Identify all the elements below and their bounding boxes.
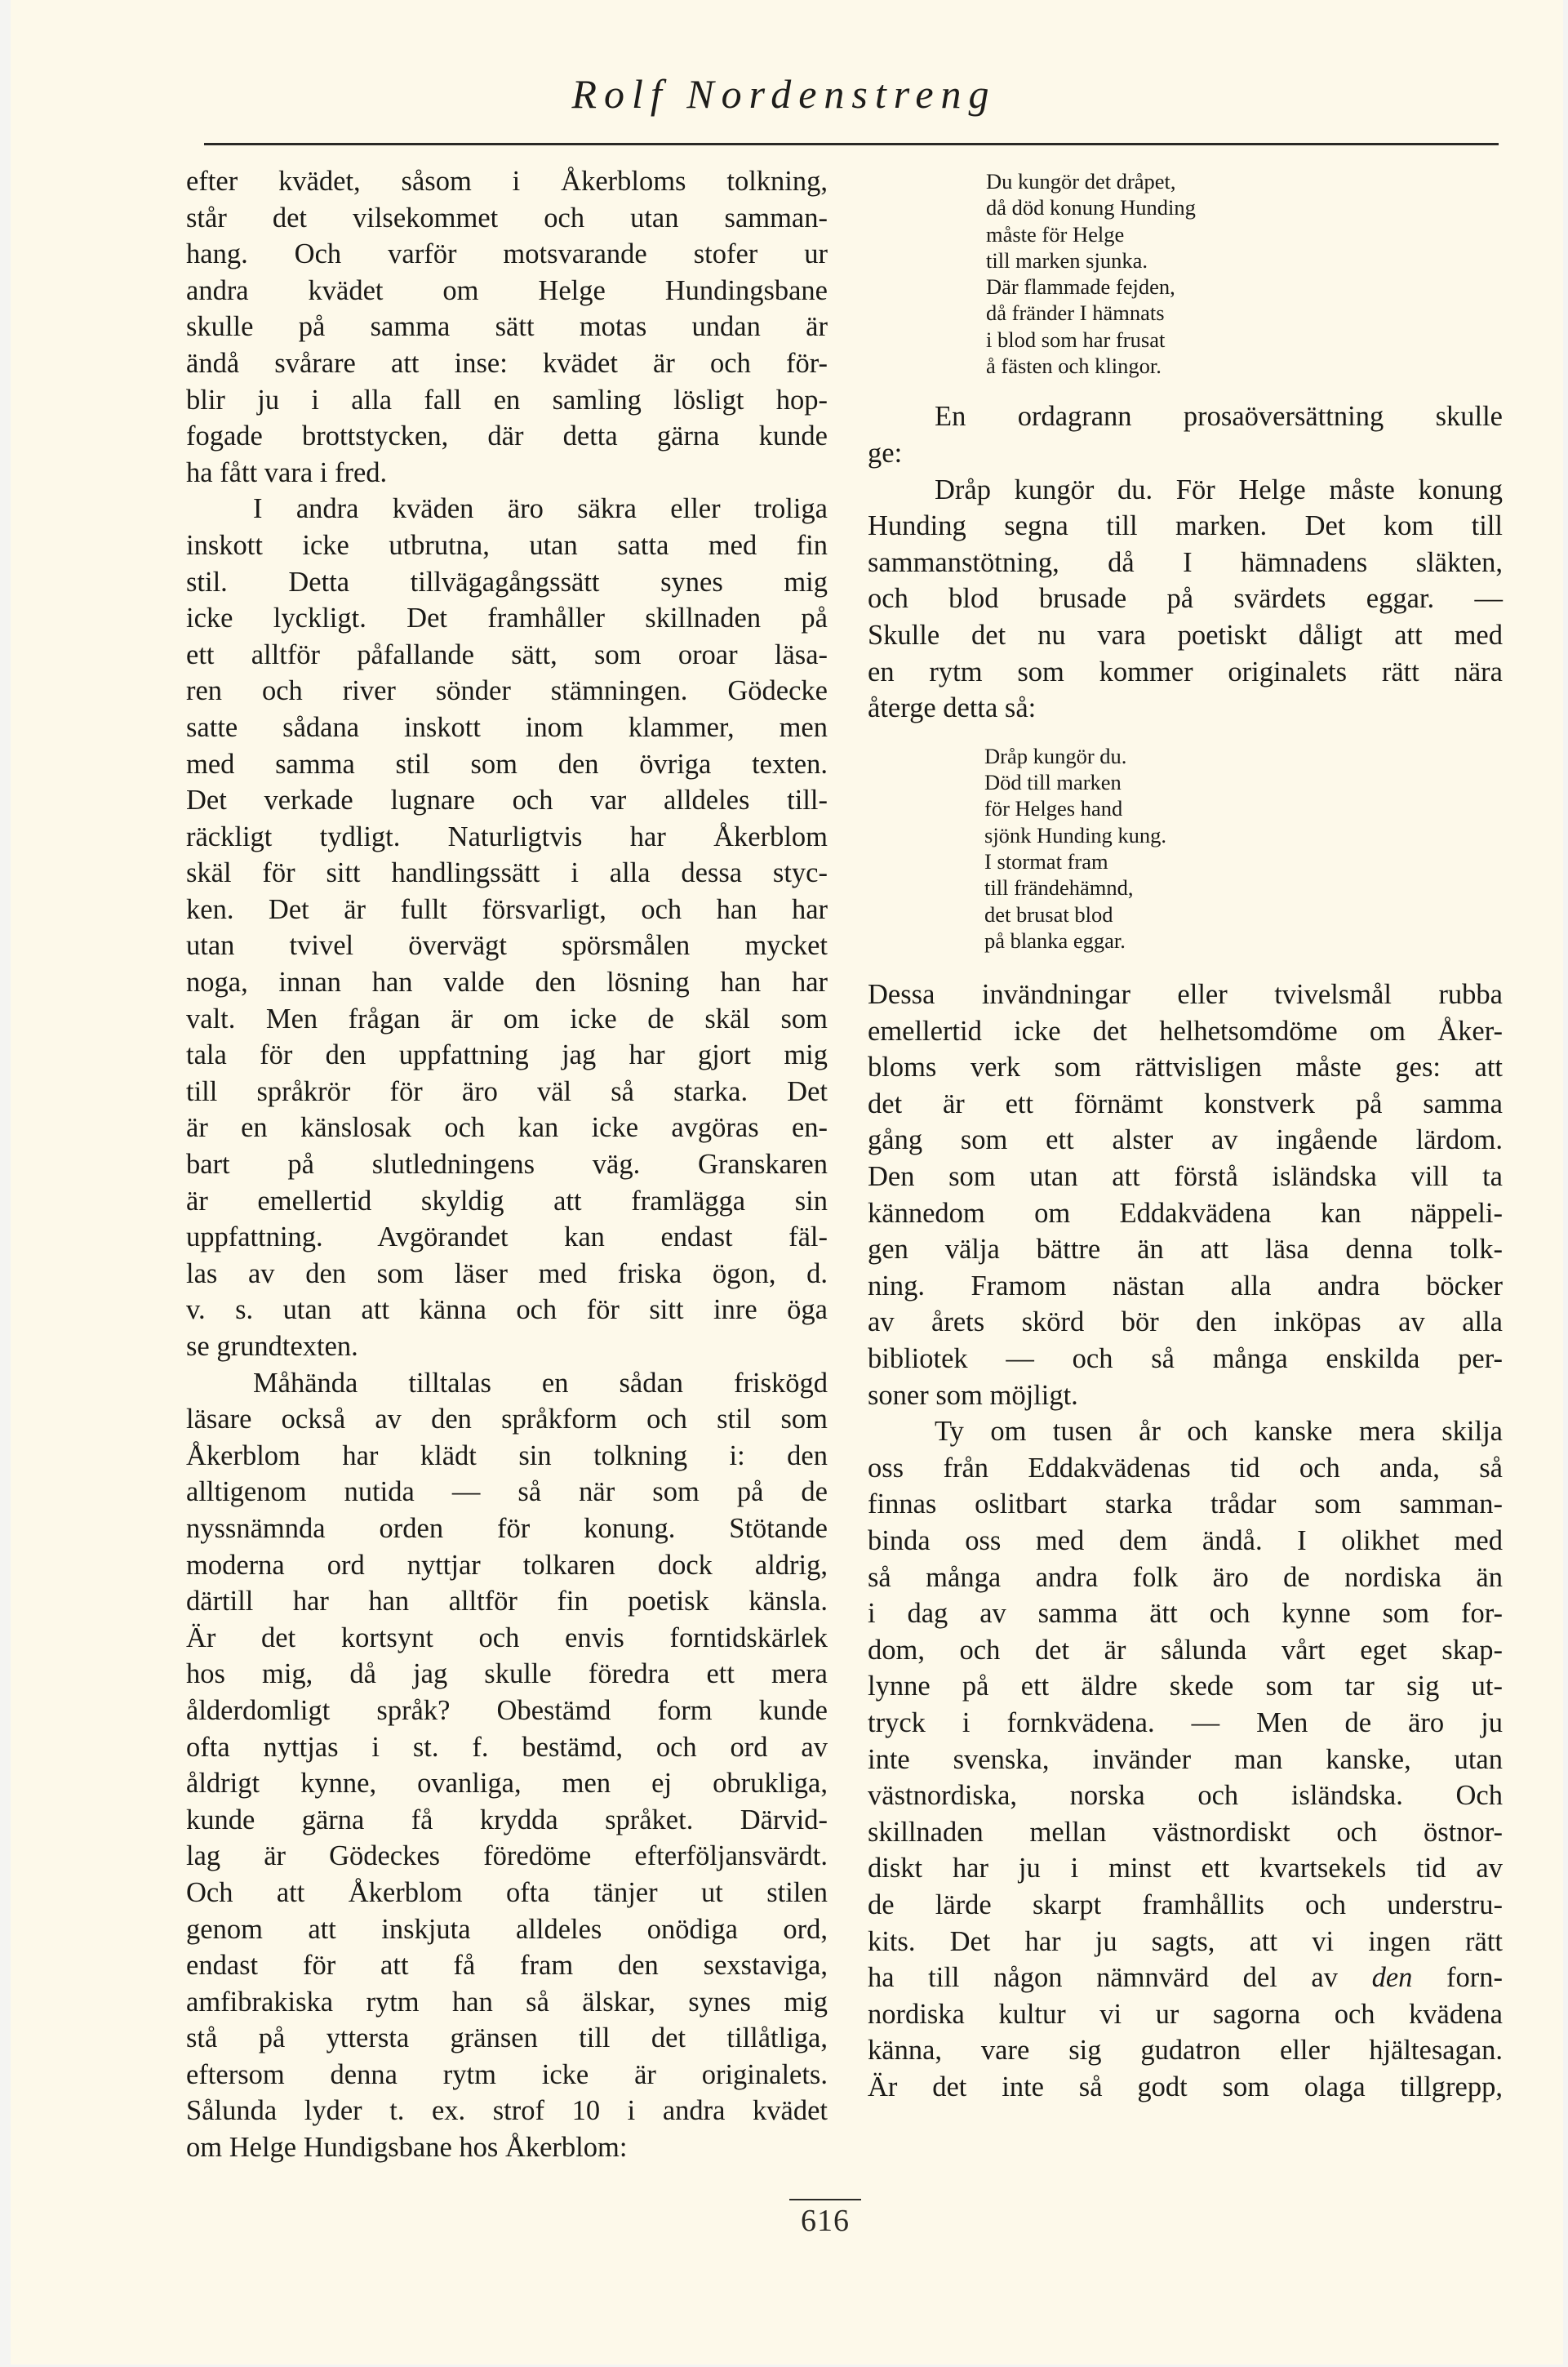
text-line: återge detta så: <box>868 692 1037 724</box>
text-line: En ordagrann prosaöversättning skulle <box>935 401 1503 433</box>
text-line: Det verkade lugnare och var alldeles till- <box>186 785 828 816</box>
verse-line: I stormat fram <box>984 848 1108 874</box>
text-line: västnordiska, norska och isländska. Och <box>868 1780 1503 1812</box>
text-line: skillnaden mellan västnordiskt och östnor- <box>868 1816 1503 1848</box>
text-line: med samma stil som den övriga texten. <box>186 748 828 780</box>
text-line: ken. Det är fullt försvarligt, och han har <box>186 893 828 925</box>
text-line: de lärde skarpt framhållits och understru- <box>868 1889 1503 1920</box>
text-line: las av den som läser med friska ögon, d. <box>186 1257 828 1289</box>
text-line: tala för den uppfattning jag har gjort mig <box>186 1039 828 1071</box>
text-line: till språkrör för äro väl så starka. Det <box>186 1075 828 1107</box>
paragraph-prose-intro <box>868 398 1503 471</box>
emphasized-word: den <box>1371 1962 1413 1994</box>
text-line: binda oss med dem ändå. I olikhet med <box>868 1525 1503 1556</box>
text-line: blir ju i alla fall en samling lösligt hop- <box>186 384 828 416</box>
text-line: räckligt tydligt. Naturligtvis har Åkerblom <box>186 821 828 852</box>
text-line: ålderdomligt språk? Obestämd form kunde <box>186 1694 828 1726</box>
text-line: Och att Åkerblom ofta tänjer ut stilen <box>186 1876 828 1908</box>
text-line: efter kvädet, såsom i Åkerbloms tolkning, <box>186 166 828 197</box>
text-line: gen välja bättre än att läsa denna tolk- <box>868 1234 1503 1266</box>
text-line: ning. Framom nästan alla andra böcker <box>868 1270 1503 1301</box>
text-line: endast för att få fram den sexstaviga, <box>186 1950 828 1982</box>
text-line: ge: <box>868 437 903 469</box>
verse-line: Där flammade fejden, <box>986 274 1175 300</box>
text-line: uppfattning. Avgörandet kan endast fäl- <box>186 1221 828 1253</box>
text-line: Är det kortsynt och envis forntidskärlek <box>186 1622 828 1653</box>
text-line: därtill har han alltför fin poetisk känsla. <box>186 1586 828 1617</box>
text-line: inte svenska, invänder man kanske, utan <box>868 1743 1503 1775</box>
text-line: nyssnämnda orden för konung. Stötande <box>186 1512 828 1544</box>
text-line: ofta nyttjas i st. f. bestämd, och ord av <box>186 1731 828 1763</box>
verse-line: till frändehämnd, <box>984 875 1134 901</box>
text-line: står det vilsekommet och utan samman- <box>186 202 828 234</box>
text-line: hang. Och varför motsvarande stofer ur <box>186 238 828 270</box>
paragraph <box>186 491 828 1364</box>
paragraph-dessa <box>868 977 1503 1413</box>
verse-line: det brusat blod <box>984 901 1113 927</box>
text-line: om Helge Hundigsbane hos Åkerblom: <box>186 2132 628 2164</box>
text-line: Skulle det nu vara poetiskt dåligt att med <box>868 619 1503 651</box>
paragraph <box>186 1365 828 2166</box>
verse-line: sjönk Hunding kung. <box>984 822 1167 848</box>
text-line: andra kvädet om Helge Hundingsbane <box>186 274 828 306</box>
verse-line: för Helges hand <box>984 796 1123 821</box>
text-line: genom att inskjuta alldeles onödiga ord, <box>186 1913 828 1945</box>
text-line: emellertid icke det helhetsomdöme om Åker- <box>868 1015 1503 1047</box>
verse-line: å fästen och klingor. <box>986 354 1162 379</box>
text-line: soner som möjligt. <box>868 1379 1078 1411</box>
paragraph-ty <box>868 1413 1503 2105</box>
text-line: i dag av samma ätt och kynne som for- <box>868 1598 1503 1630</box>
paragraph-prose-translation <box>868 472 1503 727</box>
verse-line: då fränder I hämnats <box>986 300 1165 326</box>
text-line: Dråp kungör du. För Helge måste konung <box>935 474 1503 505</box>
text-line: tryck i fornkvädena. — Men de äro ju <box>868 1706 1503 1738</box>
paragraph <box>186 163 828 491</box>
text-line: diskt har ju i minst ett kvartsekels tid av <box>868 1853 1503 1884</box>
text-line: Dessa invändningar eller tvivelsmål rubba <box>868 979 1503 1011</box>
text-line: gång som ett alster av ingående lärdom. <box>868 1124 1503 1156</box>
right-column <box>868 163 1503 2106</box>
text-line: noga, innan han valde den lösning han har <box>186 967 828 999</box>
text-line: stil. Detta tillvägagångssätt synes mig <box>186 566 828 598</box>
text-line: bloms verk som rättvisligen måste ges: att <box>868 1052 1503 1083</box>
text-line: och blod brusade på svärdets eggar. — <box>868 583 1503 615</box>
text-line: inskott icke utbrutna, utan satta med fin <box>186 529 828 561</box>
text-line: Hunding segna till marken. Det kom till <box>868 510 1503 542</box>
text-line: Är det inte så godt som olaga tillgrepp, <box>868 2071 1503 2102</box>
text-line: finnas oslitbart starka trådar som samman- <box>868 1488 1503 1520</box>
text-line: eftersom denna rytm icke är originalets. <box>186 2058 828 2090</box>
text-run: ha till någon nämnvärd del av <box>868 1962 1372 1994</box>
verse-line: då död konung Hunding <box>986 195 1196 220</box>
text-line: valt. Men frågan är om icke de skäl som <box>186 1003 828 1034</box>
text-line: I andra kväden äro säkra eller troliga <box>253 493 828 525</box>
text-line: Måhända tilltalas en sådan friskögd <box>253 1367 828 1399</box>
text-line: se grundtexten. <box>186 1331 358 1362</box>
text-line: alltigenom nutida — så när som på de <box>186 1476 828 1508</box>
text-line: oss från Eddakvädenas tid och anda, så <box>868 1452 1503 1484</box>
text-line: icke lyckligt. Det framhåller skillnaden på <box>186 603 828 634</box>
text-line: skulle på samma sätt motas undan är <box>186 311 828 343</box>
header-rule <box>204 143 1499 145</box>
text-line: sammanstötning, då I hämnadens släkten, <box>868 546 1503 578</box>
verse-line: i blod som har frusat <box>986 327 1166 352</box>
text-line: det är ett förnämt konstverk på samma <box>868 1088 1503 1119</box>
text-line: stå på yttersta gränsen till det tillåtliga, <box>186 2022 828 2054</box>
text-line: lag är Gödeckes föredöme efterföljansvärdt. <box>186 1840 828 1872</box>
page-number: 616 <box>801 2204 850 2238</box>
verse-line: Du kungör det dråpet, <box>986 169 1176 194</box>
text-line: Åkerblom har klädt sin tolkning i: den <box>186 1439 828 1471</box>
text-line: åldrigt kynne, ovanliga, men ej obrukliga, <box>186 1768 828 1800</box>
text-line: kits. Det har ju sagts, att vi ingen rätt <box>868 1925 1503 1957</box>
text-line <box>868 1960 1503 1996</box>
text-line: känna, vare sig gudatron eller hjältesagan. <box>868 2035 1503 2067</box>
text-line: ha fått vara i fred. <box>186 456 388 488</box>
text-line: av årets skörd bör den inköpas av alla <box>868 1306 1503 1338</box>
text-line: ett alltför påfallande sätt, som oroar läsa- <box>186 638 828 670</box>
text-line: Den som utan att förstå isländska vill ta <box>868 1161 1503 1193</box>
text-line: v. s. utan att känna och för sitt inre öga <box>186 1294 828 1326</box>
text-line: kännedom om Eddakvädena kan näppeli- <box>868 1197 1503 1229</box>
text-line: bibliotek — och så många enskilda per- <box>868 1343 1503 1375</box>
text-line: bart på slutledningens väg. Granskaren <box>186 1149 828 1181</box>
text-line: en rytm som kommer originalets rätt nära <box>868 656 1503 687</box>
text-line: skäl för sitt handlingssätt i alla dessa styc- <box>186 857 828 889</box>
text-line: hos mig, då jag skulle föredra ett mera <box>186 1658 828 1690</box>
verse-block-akerblom <box>868 168 1503 379</box>
left-column <box>186 163 828 2166</box>
verse-line: på blanka eggar. <box>984 928 1126 953</box>
verse-line: Dråp kungör du. <box>984 743 1127 768</box>
verse-line: Död till marken <box>984 770 1122 795</box>
text-line: fogade brottstycken, där detta gärna kunde <box>186 420 828 452</box>
text-run: forn- <box>1412 1962 1503 1994</box>
running-head-author: Rolf Nordenstreng <box>571 71 997 117</box>
verse-block-reviewer <box>868 743 1503 954</box>
text-line: dom, och det är sålunda vårt eget skap- <box>868 1634 1503 1666</box>
text-line: satte sådana inskott inom klammer, men <box>186 711 828 743</box>
text-line: nordiska kultur vi ur sagorna och kvädena <box>868 1998 1503 2030</box>
text-line: så många andra folk äro de nordiska än <box>868 1561 1503 1593</box>
text-line: moderna ord nyttjar tolkaren dock aldrig, <box>186 1549 828 1581</box>
text-line: Ty om tusen år och kanske mera skilja <box>935 1416 1503 1448</box>
text-line: lynne på ett äldre skede som tar sig ut- <box>868 1671 1503 1702</box>
text-line: amfibrakiska rytm han så älskar, synes mig <box>186 1986 828 2018</box>
text-line: ren och river sönder stämningen. Gödecke <box>186 675 828 707</box>
text-line: ändå svårare att inse: kvädet är och för- <box>186 347 828 379</box>
text-line: Sålunda lyder t. ex. strof 10 i andra kvädet <box>186 2095 828 2127</box>
text-line: är en känslosak och kan icke avgöras en- <box>186 1112 828 1144</box>
text-line: läsare också av den språkform och stil som <box>186 1404 828 1435</box>
text-line: är emellertid skyldig att framlägga sin <box>186 1185 828 1217</box>
text-line: kunde gärna få krydda språket. Därvid- <box>186 1804 828 1835</box>
folio-rule <box>789 2199 861 2200</box>
verse-line: till marken sjunka. <box>986 247 1148 273</box>
text-line: utan tvivel övervägt spörsmålen mycket <box>186 930 828 962</box>
verse-line: måste för Helge <box>986 221 1125 247</box>
